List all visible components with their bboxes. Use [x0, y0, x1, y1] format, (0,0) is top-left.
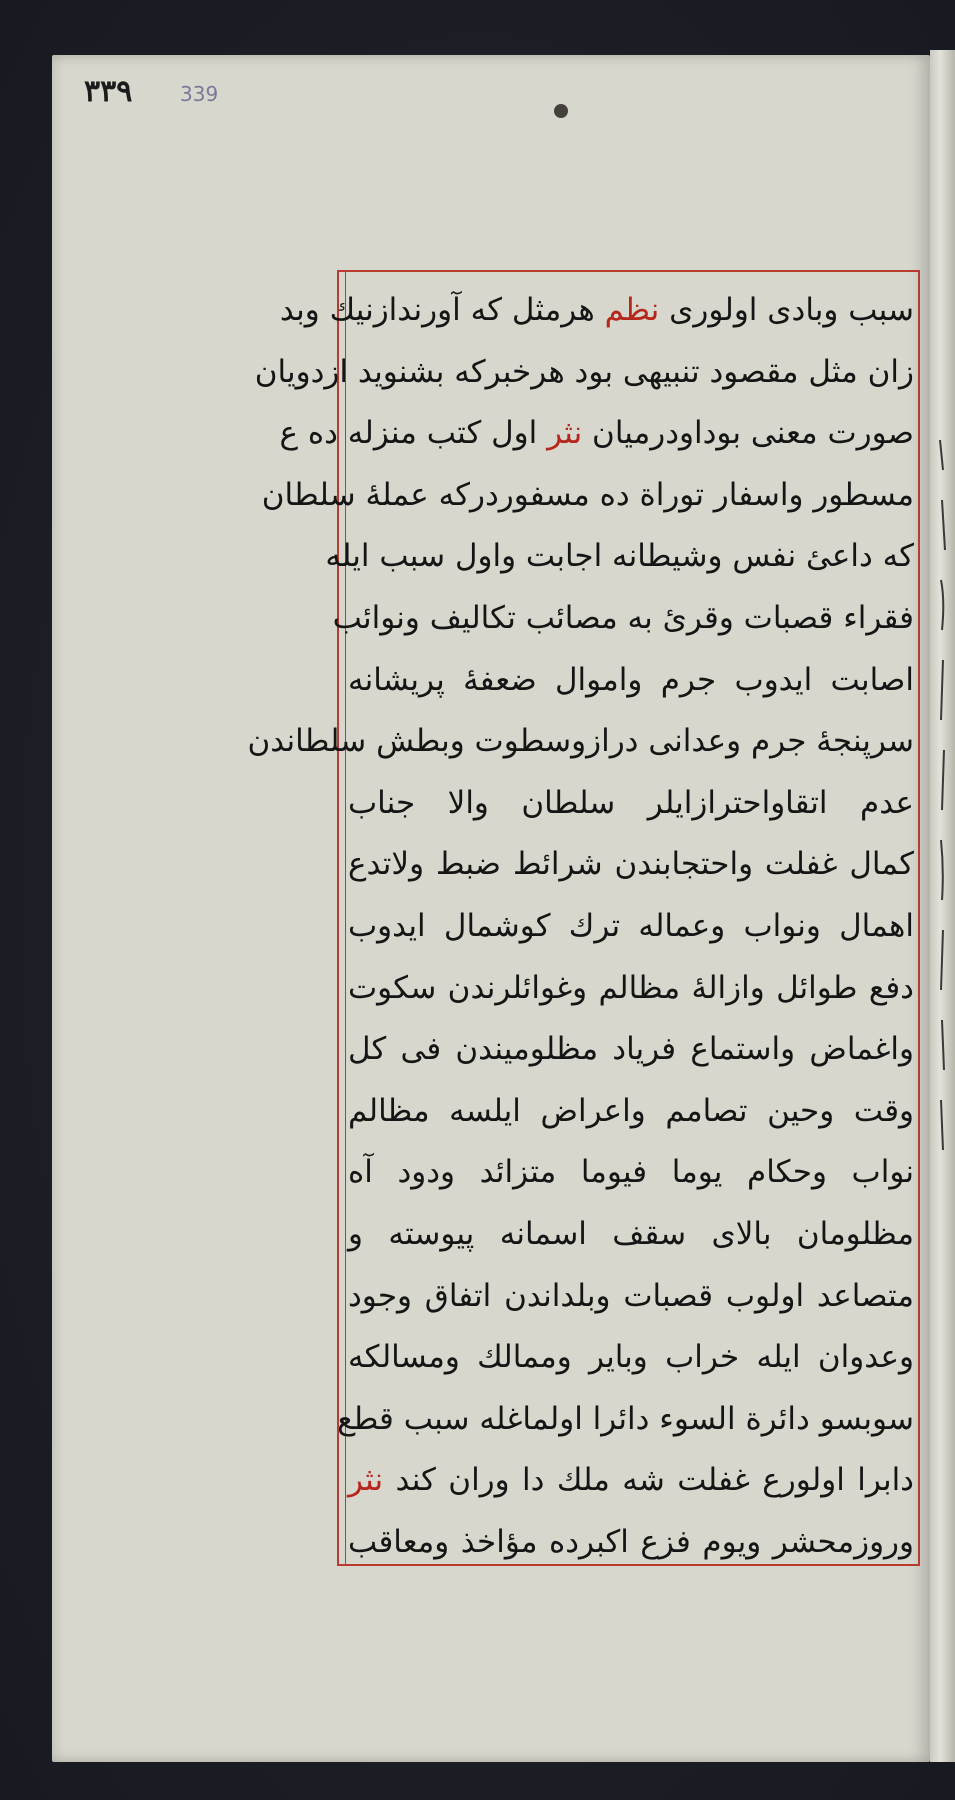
text-block — [247, 280, 914, 1560]
text-line: دابرا اولورع غفلت شه ملك دا وران کند نثر — [348, 1462, 914, 1499]
text-line: سبب وبادی اولوری نظم هرمثل که آورندازنیك وبد — [279, 292, 914, 328]
text-line: صورت معنی بوداودرمیان نثر اول کتب منزله ده ع — [279, 415, 914, 452]
text-line: دفع طوائل وازالهٔ مظالم وغوائلرندن سکوت — [348, 969, 914, 1006]
text-line: فقراء قصبات وقرئ به مصائب تکالیف ونوائب — [332, 599, 914, 636]
text-line: مظلومان بالای سقف اسمانه پیوسته و — [348, 1215, 914, 1252]
text-line: وقت وحین تصامم واعراض ایلسه مظالم — [348, 1092, 914, 1129]
text-line: واغماض واستماع فریاد مظلومیندن فی کل — [348, 1031, 914, 1068]
text-line: کمال غفلت واحتجابندن شرائط ضبط ولاتدع — [348, 846, 914, 883]
text-line: عدم اتقاواحترازایلر سلطان والا جناب — [348, 784, 914, 821]
folio-number: ٣٣٩ — [84, 74, 133, 109]
text-line: سوبسو دائرة السوء دائرا اولماغله سبب قطع — [337, 1400, 914, 1437]
text-line: زان مثل مقصود تنبیهی بود هرخبرکه بشنوید ازدویان — [254, 353, 914, 390]
text-line: وعدوان ایله خراب وبایر وممالك ومسالکه — [348, 1339, 914, 1376]
folio-pencil-number: 339 — [180, 82, 219, 106]
text-line: سرپنجهٔ جرم وعدانی درازوسطوت وبطش سلطاندن — [247, 723, 914, 760]
text-line: متصاعد اولوب قصبات وبلداندن اتفاق وجود — [348, 1277, 914, 1314]
text-line: نواب وحکام یوما فیوما متزائد ودود آه — [348, 1154, 914, 1191]
text-line: اصابت ایدوب جرم واموال ضعفهٔ پریشانه — [348, 661, 914, 698]
text-line: وروزمحشر ویوم فزع اکبرده مؤاخذ ومعاقب — [348, 1523, 914, 1560]
ink-blot — [554, 104, 568, 118]
text-line: که داعئ نفس وشیطانه اجابت واول سبب ایله — [325, 538, 914, 575]
facing-page-writing — [936, 430, 950, 1190]
text-line: مسطور واسفار توراة ده مسفوردرکه عملهٔ سلطان — [261, 476, 914, 513]
text-line: اهمال ونواب وعماله ترك کوشمال ایدوب — [348, 907, 914, 944]
